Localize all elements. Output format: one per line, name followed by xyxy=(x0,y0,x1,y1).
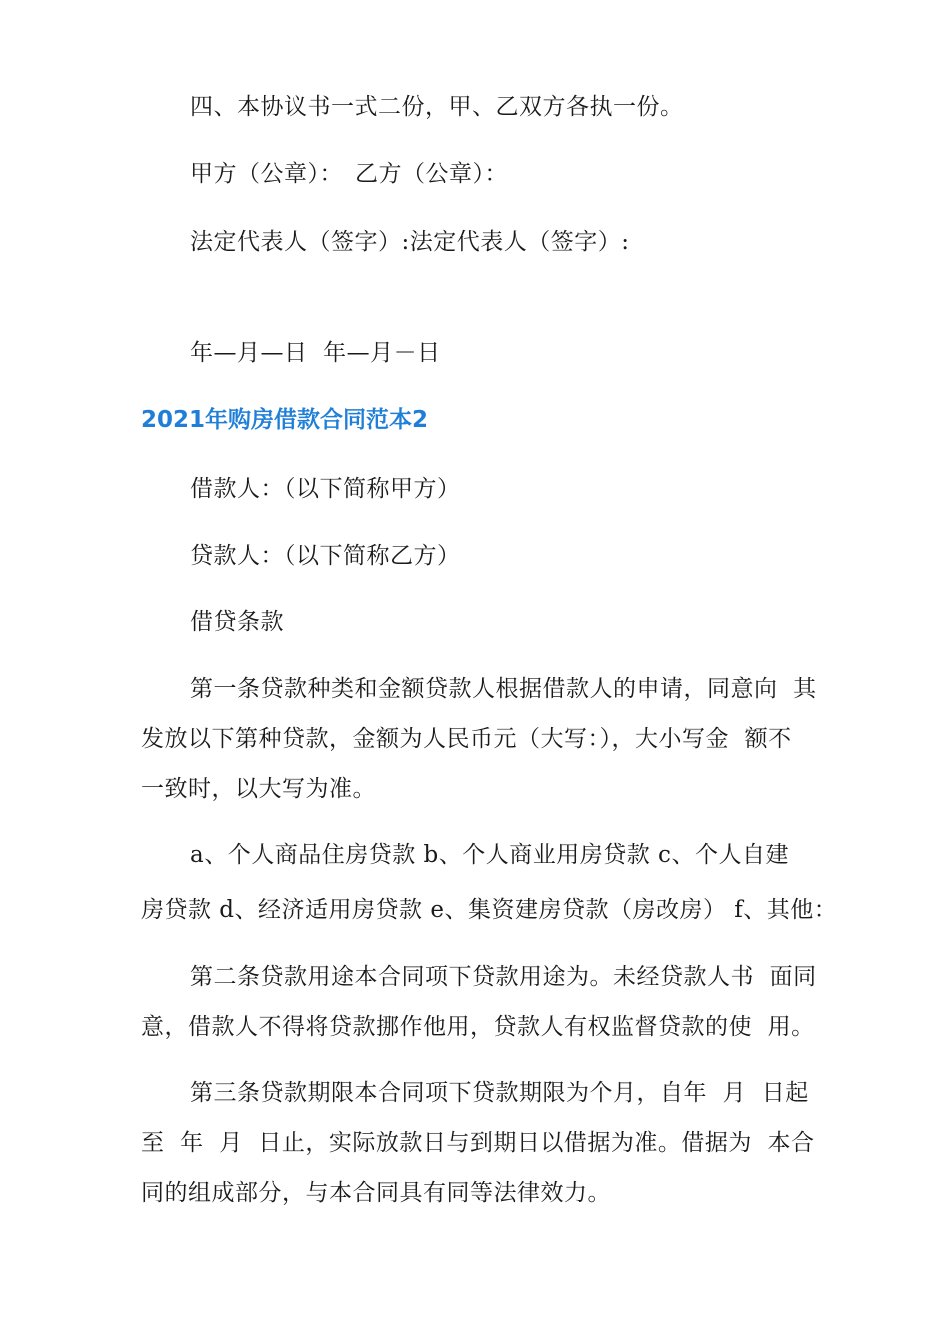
party-seals: 甲方（公章）： 乙方（公章）： xyxy=(190,161,508,187)
clause-four-copies: 四、本协议书一式二份，甲、乙双方各执一份。 xyxy=(190,94,684,120)
loan-terms-title: 借贷条款 xyxy=(190,609,284,635)
article-three-line-1: 第三条贷款期限本合同项下贷款期限为个月，自年 月 日起 xyxy=(190,1080,809,1106)
article-three-line-3: 同的组成部分，与本合同具有同等法律效力。 xyxy=(141,1180,611,1206)
article-two-line-1: 第二条贷款用途本合同项下贷款用途为。未经贷款人书 面同 xyxy=(190,964,817,990)
loan-types-line-2: 房贷款 d、经济适用房贷款 e、集资建房贷款（房改房） f、其他： xyxy=(141,897,838,923)
article-three-line-2: 至 年 月 日止，实际放款日与到期日以借据为准。借据为 本合 xyxy=(141,1130,815,1156)
article-two-line-2: 意，借款人不得将贷款挪作他用，贷款人有权监督贷款的使 用。 xyxy=(141,1014,815,1040)
article-one-line-2: 发放以下第种贷款，金额为人民币元（大写：），大小写金 额不 xyxy=(141,726,792,752)
borrower-line: 借款人：（以下简称甲方） xyxy=(190,476,461,502)
article-one-line-3: 一致时，以大写为准。 xyxy=(141,776,376,802)
loan-types-line-1: a、个人商品住房贷款 b、个人商业用房贷款 c、个人自建 xyxy=(190,842,789,868)
lender-line: 贷款人：（以下简称乙方） xyxy=(190,543,461,569)
signature-dates: 年—月—日 年—月－日 xyxy=(190,340,441,366)
article-one-line-1: 第一条贷款种类和金额贷款人根据借款人的申请，同意向 其 xyxy=(190,676,817,702)
legal-representative-signatures: 法定代表人（签字）:法定代表人（签字）: xyxy=(190,229,630,255)
section-heading: 2021年购房借款合同范本2 xyxy=(141,407,429,433)
